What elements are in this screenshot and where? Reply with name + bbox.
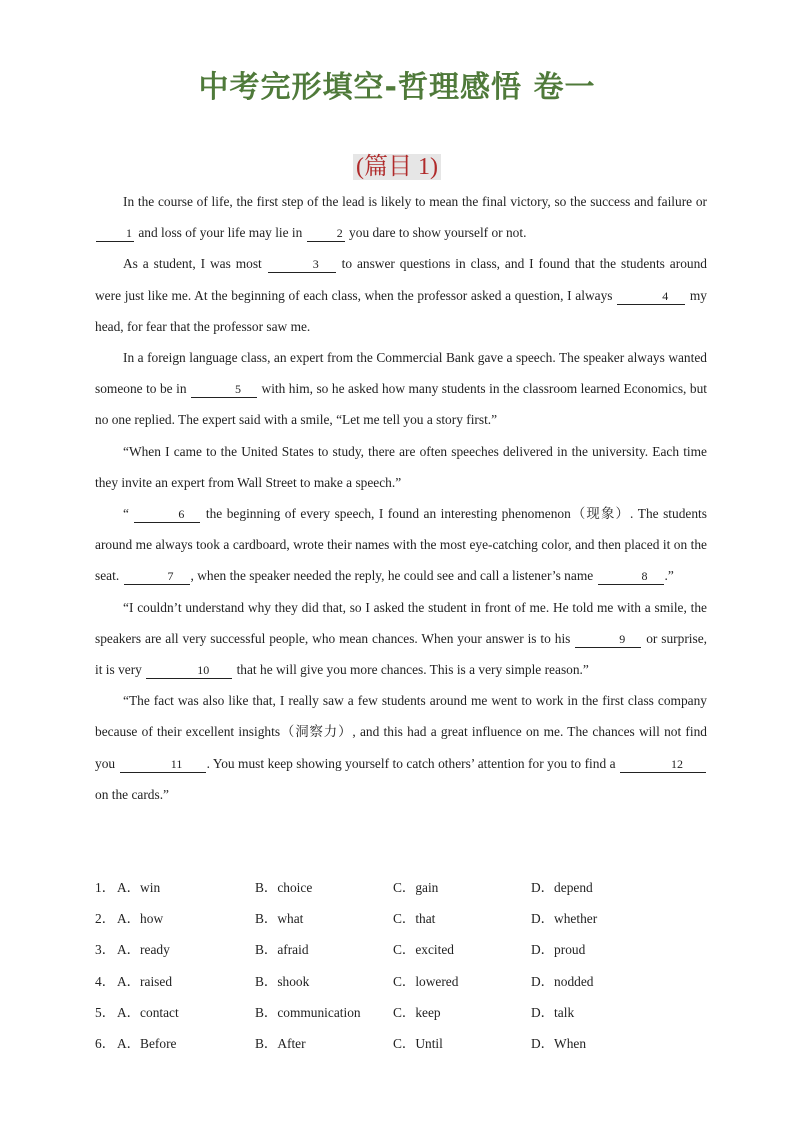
- option-b: B．choice: [255, 880, 313, 895]
- passage: [95, 186, 707, 810]
- blank-11: 11: [120, 756, 206, 773]
- paragraph-6: [95, 592, 707, 686]
- section-title: [0, 146, 794, 181]
- question-number: 2．: [95, 911, 116, 927]
- text: In a foreign language class, an expert from the Commercial Bank gave a speech. The speaker always wanted someone to be in: [95, 350, 707, 397]
- page-title: 中考完形填空-哲理感悟 卷一: [198, 70, 596, 105]
- option-d: D．depend: [531, 880, 593, 895]
- blank-6: 6: [134, 506, 200, 523]
- blank-8: 8: [598, 568, 664, 585]
- text: my head, for fear that the professor saw me.: [95, 287, 707, 334]
- option-b: B．afraid: [255, 942, 309, 958]
- text: . You must keep showing yourself to catch others’ attention for you to find a: [206, 755, 620, 771]
- text: .”: [664, 568, 674, 584]
- option-b: B．what: [255, 911, 304, 927]
- option-row-3: [95, 934, 707, 965]
- blank-4: 4: [617, 288, 685, 305]
- paragraph-2: [95, 248, 707, 342]
- option-b: B．After: [255, 1035, 306, 1051]
- paragraph-5: [95, 498, 707, 592]
- option-row-5: [95, 997, 707, 1028]
- option-a: A．raised: [117, 973, 173, 989]
- text: with him, so he asked how many students in the classroom learned Economics, but no one replied. The expert said with a smile, “Let me tell you a story first.”: [95, 381, 707, 428]
- question-number: 4．: [95, 973, 116, 989]
- text: you dare to show yourself or not.: [345, 225, 527, 241]
- question-number: 3．: [95, 942, 116, 958]
- option-d: D．nodded: [531, 973, 594, 989]
- text: that he will give you more chances. This is a very simple reason.”: [233, 662, 589, 678]
- option-row-6: [95, 1028, 707, 1059]
- text: “The fact was also like that, I really saw a few students around me went to work in the first class company because of their excellent insights（洞察力）, and this had a great influence on me. The chances will not find you: [95, 693, 707, 771]
- question-number: 1．: [95, 880, 116, 895]
- blank-12: 12: [620, 756, 706, 773]
- option-a: A．ready: [117, 942, 170, 958]
- option-a: A．how: [117, 911, 164, 927]
- text: and loss of your life may lie in: [135, 225, 306, 241]
- option-row-2: [95, 903, 707, 934]
- option-c: C．keep: [393, 1004, 441, 1020]
- option-row-1: [95, 872, 707, 903]
- option-c: C．Until: [393, 1035, 443, 1051]
- paragraph-3: [95, 342, 707, 436]
- text: As a student, I was most: [123, 256, 267, 272]
- text: “: [123, 506, 134, 522]
- text: In the course of life, the first step of the lead is likely to mean the final victory, so the success and failure or: [123, 194, 707, 209]
- option-d: D．proud: [531, 942, 586, 958]
- option-a: A．Before: [117, 1035, 177, 1051]
- answer-options: [95, 872, 707, 1059]
- option-row-4: [95, 966, 707, 997]
- blank-3: 3: [268, 256, 336, 273]
- section-label: (篇目 1): [353, 154, 441, 180]
- option-d: D．When: [531, 1035, 587, 1051]
- option-b: B．shook: [255, 973, 310, 989]
- blank-5: 5: [191, 381, 257, 398]
- text: , when the speaker needed the reply, he could see and call a listener’s name: [190, 568, 597, 584]
- option-c: C．that: [393, 911, 436, 927]
- blank-2: 2: [307, 225, 345, 242]
- text: “I couldn’t understand why they did that, so I asked the student in front of me. He told me with a smile, the speakers are all very successful people, who mean chances. When your answer is to his: [95, 599, 707, 646]
- blank-10: 10: [146, 662, 232, 679]
- text: or surprise, it is very: [95, 630, 707, 678]
- option-c: C．gain: [393, 880, 439, 895]
- text: “When I came to the United States to study, there are often speeches delivered in the university. Each time they invite an expert from Wall Street to make a speech.”: [95, 443, 707, 490]
- paragraph-7: [95, 685, 707, 810]
- option-a: A．win: [117, 880, 161, 895]
- blank-9: 9: [575, 631, 641, 648]
- blank-1: 1: [96, 225, 134, 242]
- option-d: D．talk: [531, 1004, 575, 1020]
- option-c: C．excited: [393, 942, 454, 958]
- text: on the cards.”: [95, 786, 169, 802]
- paragraph-4: [95, 436, 707, 498]
- option-a: A．contact: [117, 1004, 179, 1020]
- question-number: 6．: [95, 1035, 116, 1051]
- question-number: 5．: [95, 1004, 116, 1020]
- text: the beginning of every speech, I found an interesting phenomenon（现象）. The students around me always took a cardboard, wrote their names with the most eye-catching color, and then placed it on the seat.: [95, 506, 707, 584]
- option-b: B．communication: [255, 1004, 361, 1020]
- option-c: C．lowered: [393, 973, 459, 989]
- text: to answer questions in class, and I found that the students around were just like me. At the beginning of each class, when the professor asked a question, I always: [95, 256, 707, 303]
- option-d: D．whether: [531, 911, 598, 927]
- blank-7: 7: [124, 568, 190, 585]
- paragraph-1: [95, 186, 707, 248]
